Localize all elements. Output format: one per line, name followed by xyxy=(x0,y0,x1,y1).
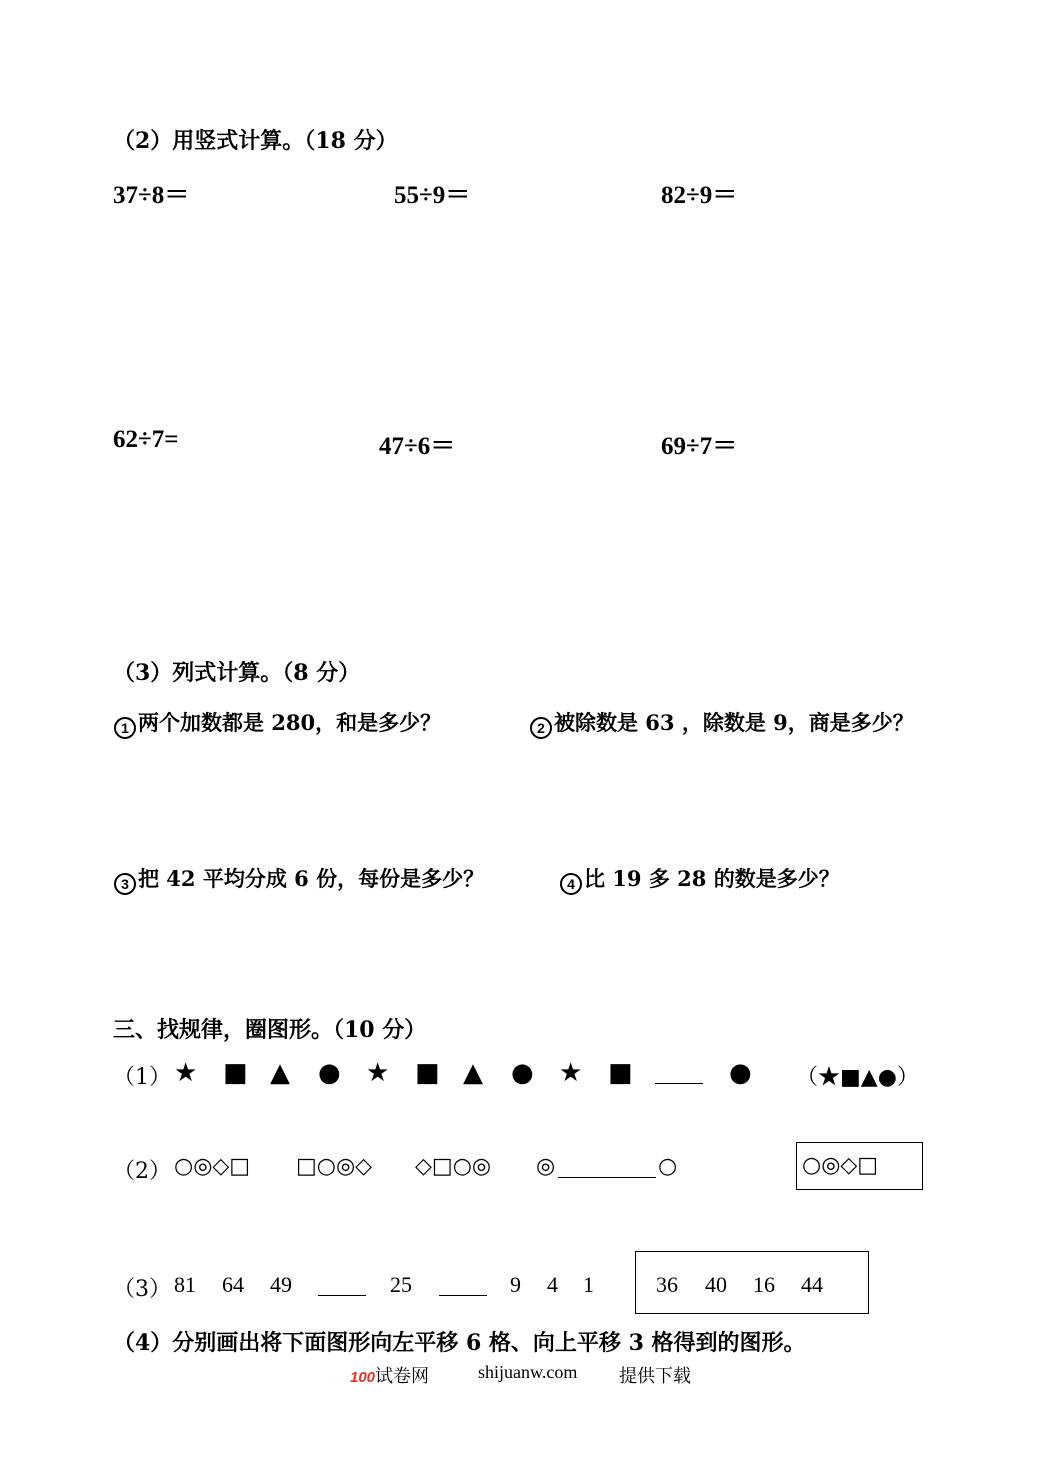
q3-options-box[interactable] xyxy=(635,1251,869,1314)
q1-options[interactable]: （★■▲●） xyxy=(796,1065,919,1090)
circle-icon: ● xyxy=(318,1058,341,1088)
q2-answer-blank[interactable] xyxy=(558,1177,656,1178)
option-number: 36 xyxy=(656,1272,678,1297)
option-number: 16 xyxy=(753,1272,775,1297)
star-icon: ★ xyxy=(559,1058,583,1088)
option-number: 40 xyxy=(705,1272,727,1297)
triangle-icon: ▲ xyxy=(270,1058,290,1088)
option-number: 44 xyxy=(801,1272,823,1297)
sequence-number: 25 xyxy=(390,1272,412,1297)
logo-icon: 100 xyxy=(350,1369,376,1386)
footer xyxy=(350,1362,429,1388)
sequence-number: 9 xyxy=(510,1272,521,1297)
q2-group-3: ◇□○◎ xyxy=(415,1154,492,1179)
q2-group-1: ○◎◇□ xyxy=(174,1154,251,1179)
sequence-number: 81 xyxy=(174,1272,196,1297)
q3-answer-blank-1[interactable] xyxy=(318,1295,366,1296)
q4-text: （4）分别画出将下面图形向左平移 6 格、向上平移 3 格得到的图形。 xyxy=(113,1330,806,1356)
q2-label: （2） xyxy=(113,1159,171,1184)
word-problem-2-text: 被除数是 63 ，除数是 9，商是多少？ xyxy=(554,710,914,735)
problem-3: 82÷9＝ xyxy=(661,182,738,209)
word-problem-1 xyxy=(114,707,441,739)
circle-icon: ● xyxy=(729,1058,752,1088)
q3-label: （3） xyxy=(113,1277,171,1302)
circle-icon: ● xyxy=(511,1058,534,1088)
circled-number-4: 4 xyxy=(560,873,582,895)
triangle-icon: ▲ xyxy=(463,1058,483,1088)
word-problem-2 xyxy=(530,707,914,739)
problem-4: 62÷7= xyxy=(113,426,179,453)
star-icon: ★ xyxy=(366,1058,390,1088)
word-problem-4 xyxy=(560,863,840,895)
q2-group-2: □○◎◇ xyxy=(296,1154,373,1179)
problem-2: 55÷9＝ xyxy=(394,182,471,209)
section3-title: （3）列式计算。（8 分） xyxy=(113,660,361,686)
sequence-number: 1 xyxy=(583,1272,594,1297)
q1-answer-blank[interactable] xyxy=(655,1083,703,1084)
q2-group-4: ◎ xyxy=(536,1154,556,1179)
problem-5: 47÷6＝ xyxy=(379,433,456,460)
q1-label: （1） xyxy=(113,1065,171,1090)
sequence-number: 64 xyxy=(222,1272,244,1297)
footer-provide: 提供下载 xyxy=(619,1366,691,1387)
circled-number-3: 3 xyxy=(114,873,136,895)
sequence-number: 4 xyxy=(547,1272,558,1297)
problem-6: 69÷7＝ xyxy=(661,433,738,460)
sequence-number: 49 xyxy=(270,1272,292,1297)
part3-title: 三、找规律，圈图形。（10 分） xyxy=(113,1017,427,1043)
q2-options: ○◎◇□ xyxy=(802,1153,879,1178)
circled-number-2: 2 xyxy=(530,717,552,739)
section2-title: （2）用竖式计算。（18 分） xyxy=(113,128,398,154)
problem-1: 37÷8＝ xyxy=(113,182,190,209)
word-problem-1-text: 两个加数都是 280，和是多少？ xyxy=(138,710,442,735)
q2-tail: ○ xyxy=(658,1154,678,1179)
square-icon: ■ xyxy=(223,1058,248,1088)
circled-number-1: 1 xyxy=(114,717,136,739)
square-icon: ■ xyxy=(415,1058,440,1088)
footer-site-cn: 试卷网 xyxy=(375,1366,430,1387)
square-icon: ■ xyxy=(608,1058,633,1088)
q3-answer-blank-2[interactable] xyxy=(439,1295,487,1296)
word-problem-3 xyxy=(114,863,484,895)
q2-options-box[interactable] xyxy=(796,1142,923,1190)
word-problem-3-text: 把 42 平均分成 6 份，每份是多少？ xyxy=(138,866,485,891)
word-problem-4-text: 比 19 多 28 的数是多少？ xyxy=(584,866,840,891)
footer-url[interactable]: shijuanw.com xyxy=(478,1362,578,1382)
star-icon: ★ xyxy=(174,1058,198,1088)
